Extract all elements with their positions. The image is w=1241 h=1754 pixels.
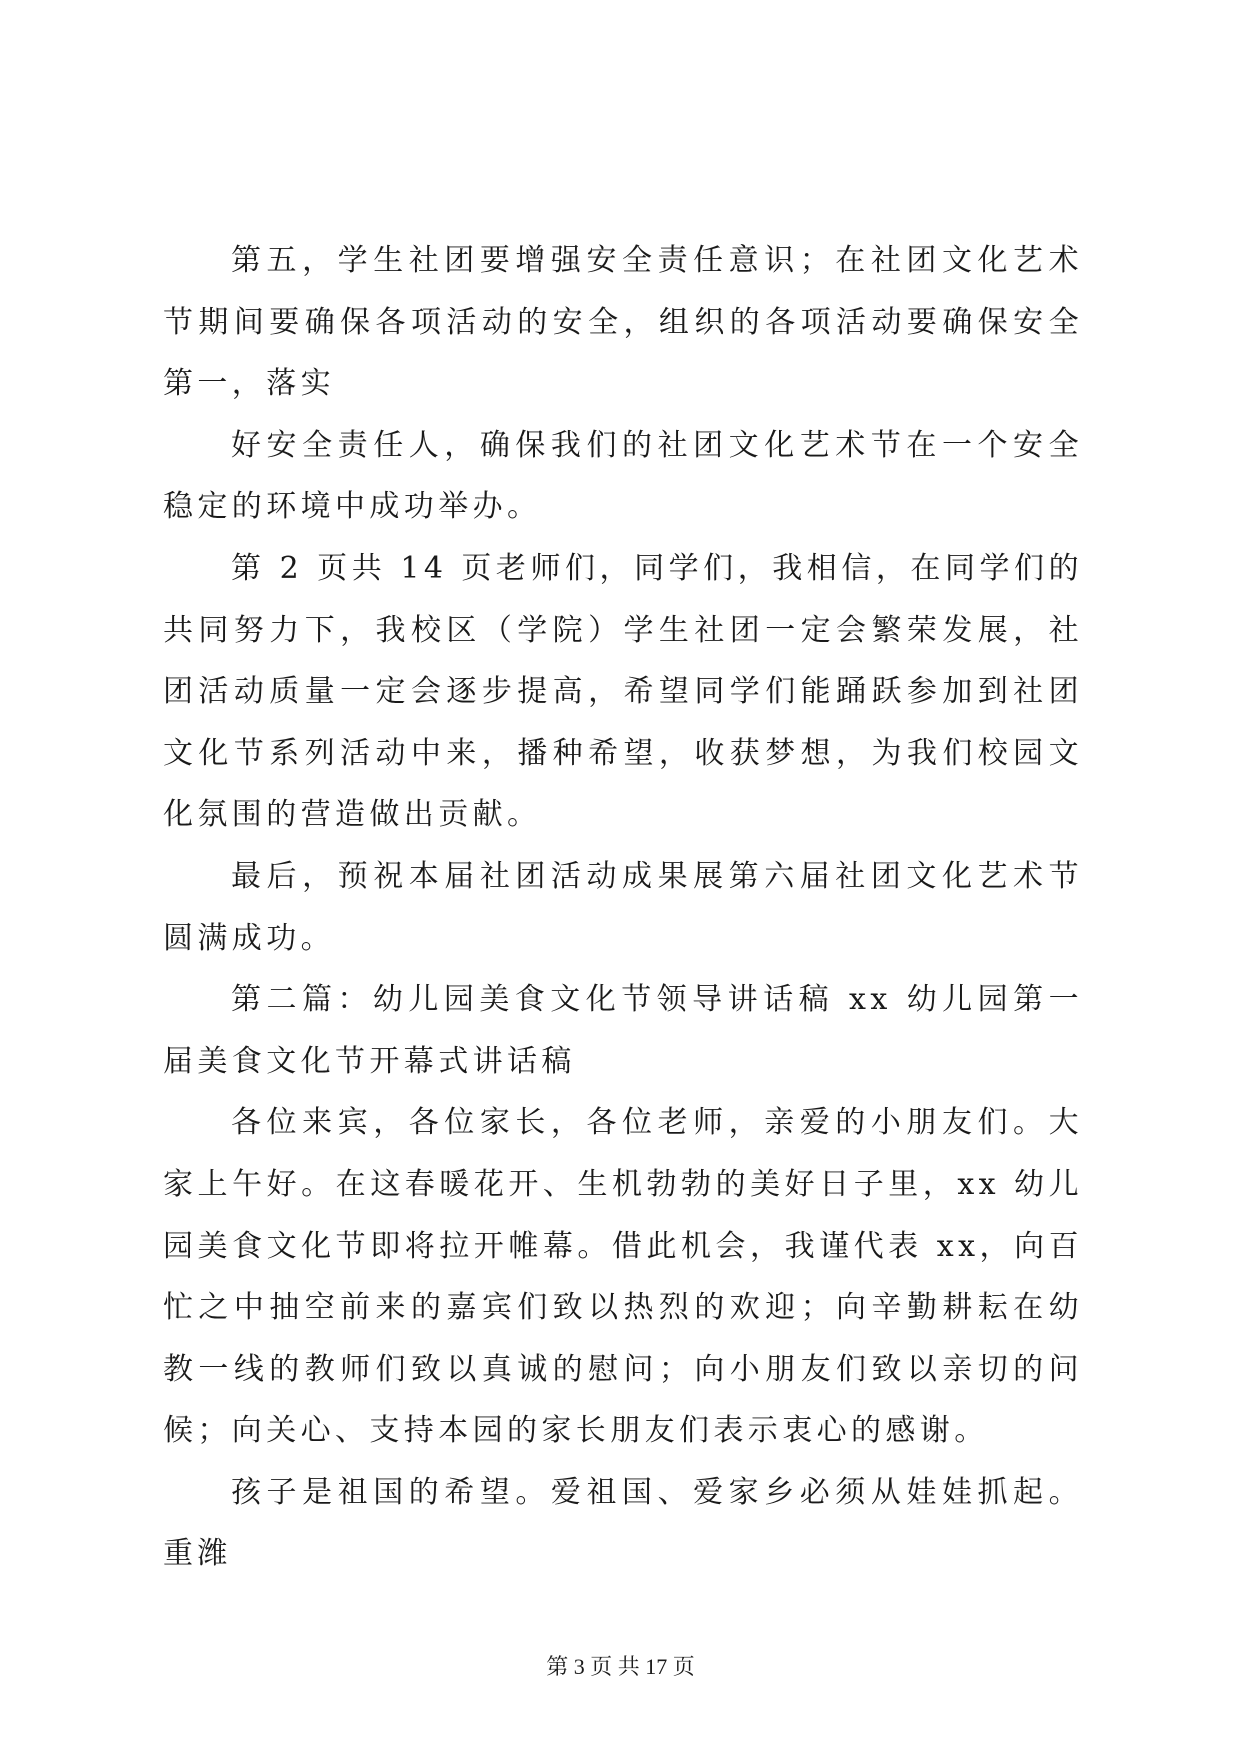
paragraph-safety-continued: 好安全责任人，确保我们的社团文化艺术节在一个安全稳定的环境中成功举办。 [163, 427, 1083, 525]
paragraph-closing-wish: 最后，预祝本届社团活动成果展第六届社团文化艺术节圆满成功。 [163, 858, 1083, 956]
paragraph-greeting: 各位来宾，各位家长，各位老师，亲爱的小朋友们。大家上午好。在这春暖花开、生机勃勃的美好日子里，xx 幼儿园美食文化节即将拉开帷幕。借此机会，我谨代表 xx，向百忙之中抽空前来的嘉宾们致以热烈的欢迎；向辛勤耕耘在幼教一线的教师们致以真诚的慰问；向小朋友们致以亲切的问候；向关心、支持本园的家长朋友们表示衷心的感谢。 [163, 1105, 1083, 1449]
paragraph-teachers-students: 第 2 页共 14 页老师们，同学们，我相信，在同学们的共同努力下，我校区（学院）学生社团一定会繁荣发展，社团活动质量一定会逐步提高，希望同学们能踊跃参加到社团文化节系列活动中来，播种希望，收获梦想，为我们校园文化氛围的营造做出贡献。 [163, 550, 1083, 833]
document-body [163, 230, 1083, 1585]
page-footer: 第 3 页 共 17 页 [546, 1654, 695, 1679]
paragraph-children-hope: 孩子是祖国的希望。爱祖国、爱家乡必须从娃娃抓起。重潍 [163, 1474, 1083, 1572]
paragraph-safety: 第五，学生社团要增强安全责任意识；在社团文化艺术节期间要确保各项活动的安全，组织的各项活动要确保安全第一，落实 [163, 243, 1083, 402]
section-heading-second-piece: 第二篇：幼儿园美食文化节领导讲话稿 xx 幼儿园第一届美食文化节开幕式讲话稿 [163, 982, 1083, 1079]
